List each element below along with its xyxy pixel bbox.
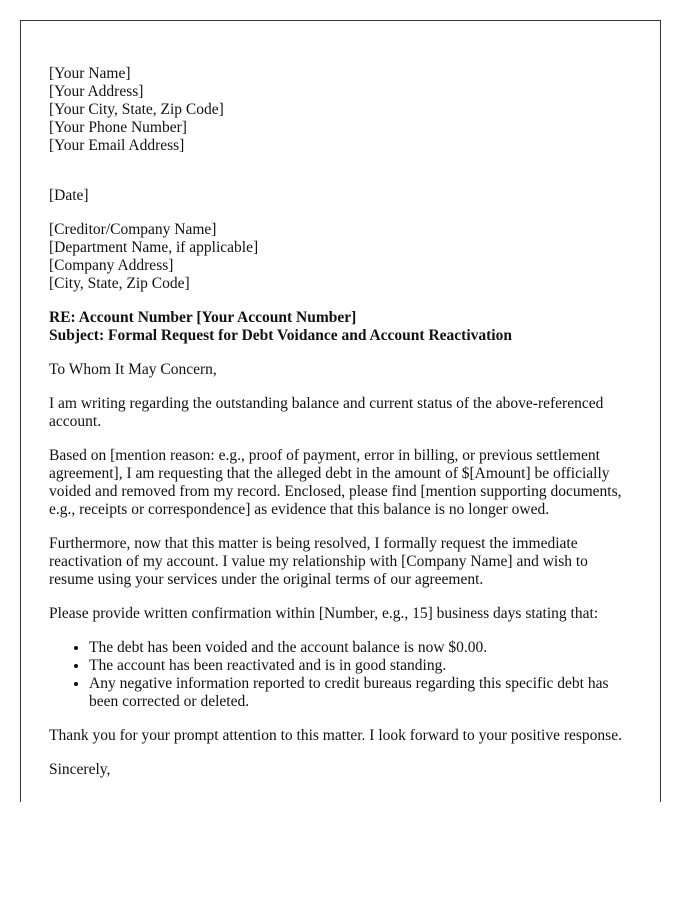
re-line: RE: Account Number [Your Account Number]: [49, 309, 357, 326]
letter-content: [49, 65, 633, 779]
paragraph-reactivation: Furthermore, now that this matter is being resolved, I formally request the immediate reactivation of my account. I value my relationship with [Company Name] and wish to resume using your services under the original terms of our agreement.: [49, 535, 588, 588]
paragraph-debt-voidance: Based on [mention reason: e.g., proof of payment, error in billing, or previous settlement agreement], I am requesting that the alleged debt in the amount of $[Amount] be officially voided and removed from my record. Enclosed, please find [mention supporting documents, e.g., receipts or correspondence] as evidence that this balance is no longer owed.: [49, 447, 622, 518]
signoff: Sincerely,: [49, 761, 111, 778]
sender-city: [Your City, State, Zip Code]: [49, 101, 224, 118]
recipient-department: [Department Name, if applicable]: [49, 239, 259, 256]
sender-email: [Your Email Address]: [49, 137, 185, 154]
salutation: To Whom It May Concern,: [49, 361, 217, 378]
sender-name: [Your Name]: [49, 65, 131, 82]
list-item: • The account has been reactivated and is in good standing.: [89, 657, 633, 675]
subject-line: Subject: Formal Request for Debt Voidance and Account Reactivation: [49, 327, 512, 344]
letter-page: [20, 20, 661, 802]
list-item: • The debt has been voided and the account balance is now $0.00.: [89, 639, 633, 657]
list-item: • Any negative information reported to credit bureaus regarding this specific debt has been corrected or deleted.: [89, 675, 633, 711]
sender-address: [Your Address]: [49, 83, 144, 100]
paragraph-confirmation-request: Please provide written confirmation within [Number, e.g., 15] business days stating that:: [49, 605, 599, 622]
recipient-address: [Company Address]: [49, 257, 174, 274]
sender-phone: [Your Phone Number]: [49, 119, 187, 136]
letter-date: [Date]: [49, 187, 89, 204]
recipient-company: [Creditor/Company Name]: [49, 221, 217, 238]
subject-block: [49, 309, 633, 345]
paragraph-intro: I am writing regarding the outstanding balance and current status of the above-referenced account.: [49, 395, 604, 430]
closing-paragraph: Thank you for your prompt attention to this matter. I look forward to your positive response.: [49, 727, 622, 744]
confirmation-list: [49, 639, 633, 711]
recipient-city: [City, State, Zip Code]: [49, 275, 190, 292]
recipient-block: [49, 221, 633, 293]
